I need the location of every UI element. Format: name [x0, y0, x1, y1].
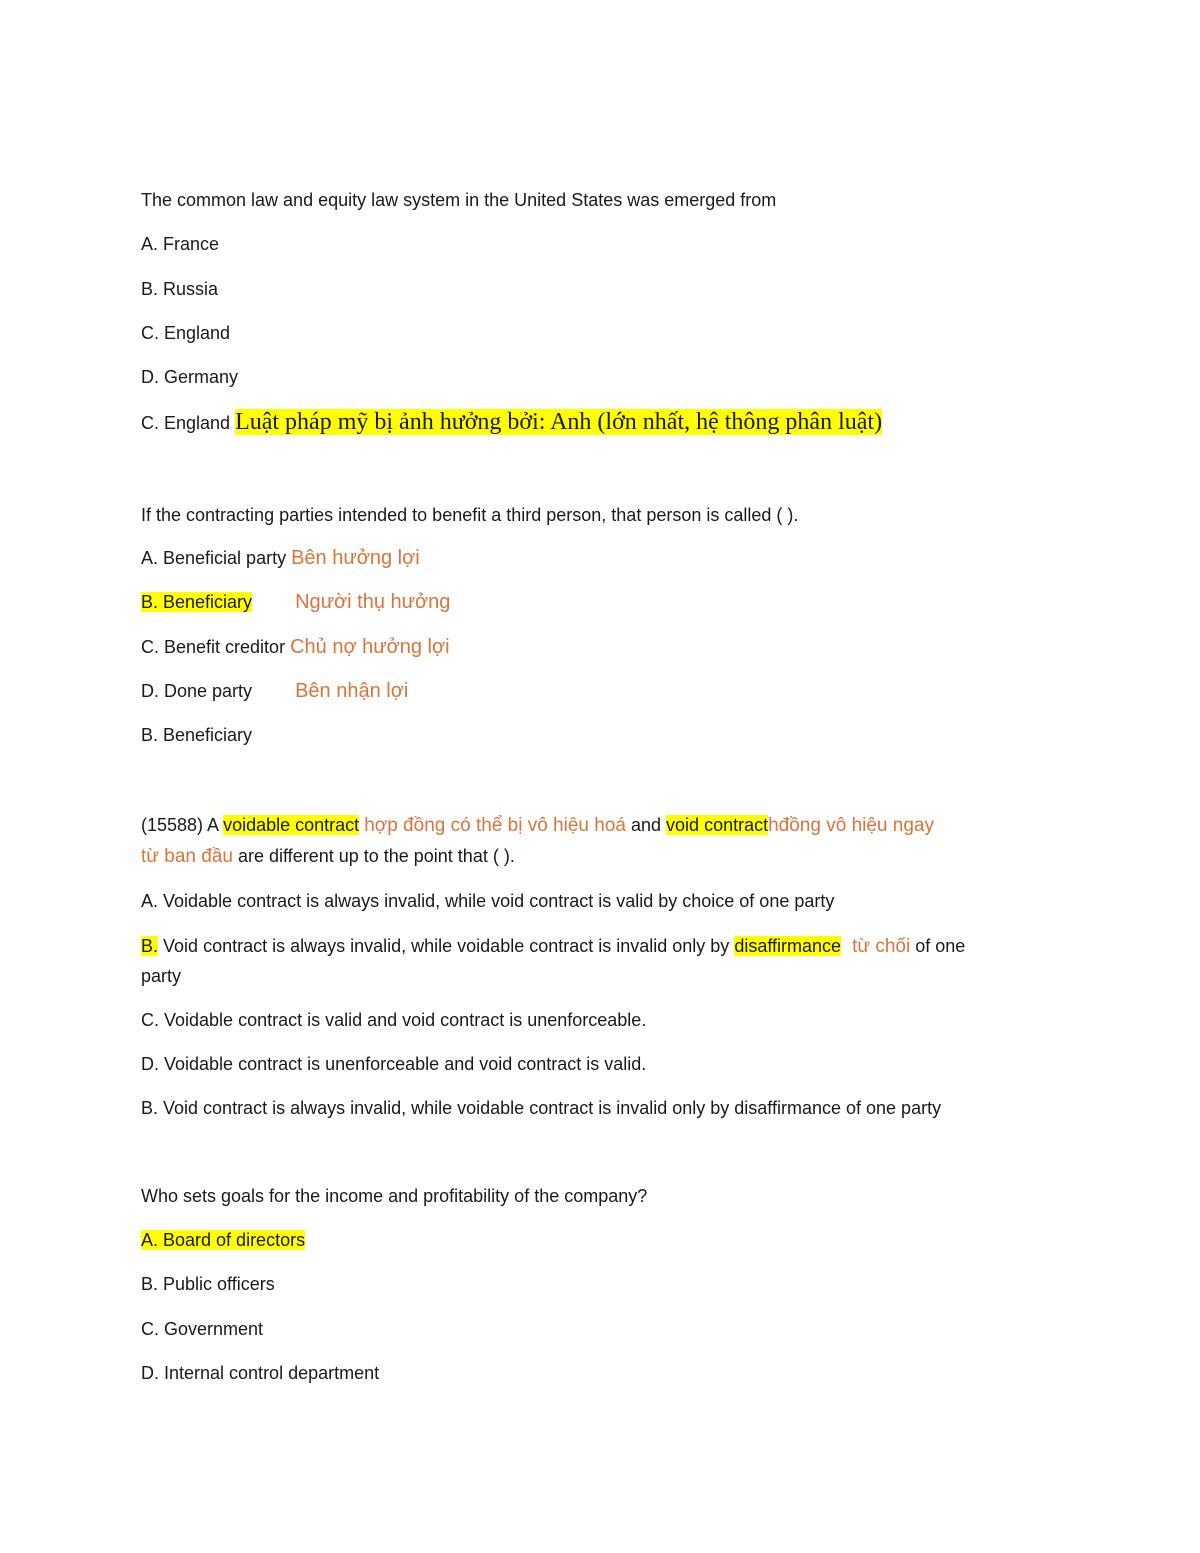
q4-option-b: B. Public officers [141, 1274, 275, 1294]
q3-option-b [141, 934, 965, 959]
q3-option-b-term: disaffirmance [734, 936, 842, 956]
q2-option-a-label: A. Beneficial party [141, 548, 287, 568]
q1-option-d: D. Germany [141, 367, 239, 387]
q2-option-c-label: C. Benefit creditor [141, 637, 286, 657]
q3-option-b-line2: party [141, 966, 182, 986]
q1-answer-note: Luật pháp mỹ bị ảnh hưởng bởi: Anh (lớn nhất, hệ thông phân luật) [235, 409, 883, 435]
q2-option-b [141, 590, 450, 614]
q1-answer-label: C. England [141, 413, 231, 433]
q3-term-voidable-vi: hợp đồng có thể bị vô hiệu hoá [364, 815, 626, 836]
q4-option-d: D. Internal control department [141, 1363, 380, 1383]
q3-term-void-vi-1: hđồng vô hiệu ngay [768, 815, 934, 836]
q3-option-b-letter: B. [141, 936, 159, 956]
q3-question-line1 [141, 813, 934, 838]
q3-option-b-vi: từ chối [852, 936, 911, 957]
q4-option-c: C. Government [141, 1319, 264, 1339]
q2-option-d [141, 679, 408, 703]
q3-option-b-end: of one [915, 936, 966, 956]
q1-question: The common law and equity law system in the United States was emerged from [141, 190, 777, 210]
q1-option-c: C. England [141, 323, 231, 343]
q2-option-b-vi: Người thụ hưởng [295, 591, 451, 613]
q1-option-a: A. France [141, 234, 220, 254]
q2-option-b-label: B. Beneficiary [141, 592, 253, 612]
q1-option-b: B. Russia [141, 279, 219, 299]
q3-question-line2 [141, 844, 515, 869]
q2-option-a-vi: Bên hưởng lợi [291, 547, 420, 569]
q2-option-c-vi: Chủ nợ hưởng lợi [290, 636, 450, 658]
q4-question: Who sets goals for the income and profitability of the company? [141, 1186, 648, 1206]
q3-option-b-text: Void contract is always invalid, while voidable contract is invalid only by [163, 936, 730, 956]
q3-prefix: (15588) A [141, 815, 219, 835]
q3-suffix: are different up to the point that ( ). [237, 846, 515, 866]
q3-term-voidable: voidable contract [223, 815, 360, 835]
q2-question: If the contracting parties intended to benefit a third person, that person is called ( ). [141, 505, 799, 525]
q3-term-void-vi-2: từ ban đầu [141, 846, 233, 867]
q3-option-c: C. Voidable contract is valid and void contract is unenforceable. [141, 1010, 647, 1030]
q3-answer: B. Void contract is always invalid, while voidable contract is invalid only by disaffirmance of one party [141, 1098, 942, 1118]
q2-option-a [141, 546, 420, 570]
q3-option-d: D. Voidable contract is unenforceable and void contract is valid. [141, 1054, 647, 1074]
q3-and: and [630, 815, 662, 835]
q2-option-c [141, 635, 450, 659]
q4-option-a [141, 1228, 305, 1252]
q2-option-d-label: D. Done party [141, 681, 253, 701]
q2-option-d-vi: Bên nhận lợi [295, 680, 409, 702]
q4-option-a-label: A. Board of directors [141, 1230, 306, 1250]
q1-answer-line [141, 410, 882, 435]
q3-term-void: void contract [666, 815, 769, 835]
q3-option-a: A. Voidable contract is always invalid, while void contract is valid by choice of one party [141, 891, 835, 911]
q2-answer: B. Beneficiary [141, 725, 253, 745]
